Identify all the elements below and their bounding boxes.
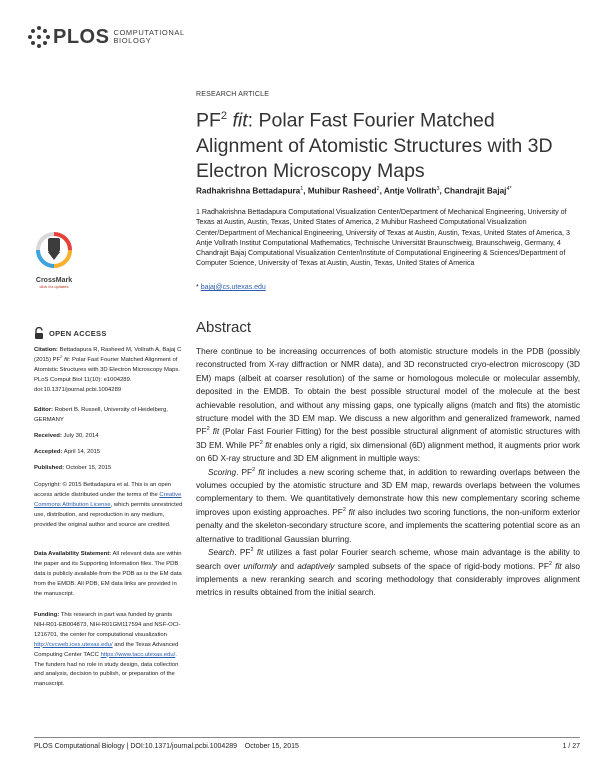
article-type: RESEARCH ARTICLE: [196, 91, 270, 98]
fit-italic: fit: [256, 547, 264, 558]
abstract-text: also includes two scoring functions, the non-uniform exterior penalty and the skeleton-secondary structure score, and implements the scattering potential score as an alternative to traditional Gaussian blurring.: [196, 506, 581, 544]
data-availability-label: Data Availability Statement:: [34, 551, 112, 557]
plos-logo-icon: [28, 26, 50, 48]
author-name[interactable]: Antje Vollrath: [383, 186, 437, 196]
logo-sub-line-2: BIOLOGY: [113, 36, 152, 45]
corresponding-email: [196, 284, 266, 291]
cc-license-link[interactable]: Creative Commons Attribution License: [34, 491, 182, 508]
abstract-text: and: [277, 560, 298, 571]
author-sup: 3: [436, 186, 440, 192]
email-marker: *: [196, 284, 199, 291]
sup-2: 2: [206, 426, 210, 433]
citation-fit: fit: [64, 356, 69, 363]
editor-label: Editor:: [34, 407, 53, 413]
affiliations: 1 Radhakrishna Bettadapura Computational Visualization Center/Department of Mechanical Engineering, University of Texas at Austin, Austin, Texas, United States of America, 2 Muhibur Rasheed Computational Visualization Center/Department of Mechanical Engineering, University of Texas at Austin, Austin, Texas, United States of America, 3 Antje Vollrath Institut Computational Mathematics, Technische Universität Braunschweig, Braunschweig, Germany, 4 Chandrajit Bajaj Computational Visualization Center/Institute of Computational Engineering & Sciences/Department of Computer Science, University of Texas at Austin, Austin, Texas, United States of America: [196, 208, 570, 268]
page-number: 1 / 27: [562, 743, 580, 750]
abstract-text: There continue to be increasing occurrences of both atomistic structure models in the PDB (possibly reconstructed from X-ray diffraction or NMR data), and 3D reconstructed cryo-electron microscopy (3D EM) maps (albeit at coarser resolution) of the same or homologous molecule or molecular assembly, deposited in the EMDB. To obtain the best possible structural model of the molecule at the best achievable resolution, and without any missing gaps, one typically aligns (match and fits) the atomistic structure model with the 3D EM map. We discuss a new algorithm and generalized framework, named PF: [196, 346, 580, 437]
sup-2: 2: [342, 507, 346, 514]
fit-italic: fit: [348, 506, 355, 517]
abstract-heading: Abstract: [196, 319, 252, 336]
open-access-label: OPEN ACCESS: [49, 328, 107, 338]
funding-block: [34, 611, 184, 690]
search-lead: Search: [208, 547, 235, 558]
copyright-text: Copyright: © 2015 Bettadapura et al. This is an open access article distributed under the terms of the: [34, 482, 172, 498]
abstract-text: enables only a rigid, six dimensional (6D) alignment method, it augments prior work on 6D X-ray structure and 3D EM alignment in multiple ways:: [196, 439, 580, 464]
funding-text-3: . The funders had no role in study design, data collection and analysis, decision to publish, or preparation of the manuscript.: [34, 651, 179, 688]
crossmark-badge[interactable]: [32, 230, 76, 289]
logo-sub-line-1: COMPUTATIONAL: [113, 28, 185, 37]
funding-label: Funding:: [34, 612, 60, 618]
abstract-text: also implements a new reranking search and scoring methodology that considerably improves alignment metrics in results obtained from the initial search.: [196, 560, 580, 598]
footer-divider: [34, 737, 580, 738]
citation-text: Bettadapura R, Rasheed M, Vollrath A, Bajaj C (2015) PF: [34, 347, 182, 363]
citation-text-rest: : Polar Fast Fourier Matched Alignment of Atomistic Structures with 3D Electron Microscopy Maps. PLoS Comput Biol 11(10): e1004289. doi:10.1371/journal.pcbi.1004289: [34, 356, 181, 393]
abstract-text: . PF: [236, 466, 253, 477]
sup-2: 2: [250, 547, 254, 554]
abstract-text: utilizes a fast polar Fourier search scheme, whose main advantage is the ability to search over: [196, 547, 580, 571]
author-name[interactable]: Muhibur Rasheed: [307, 186, 377, 196]
footer-citation: PLOS Computational Biology | DOI:10.1371/journal.pcbi.1004289 October 15, 2015: [34, 743, 299, 750]
fit-italic: fit: [265, 439, 272, 450]
article-title: [196, 104, 576, 184]
fit-italic: fit: [212, 426, 220, 437]
title-pf: PF: [196, 109, 221, 132]
data-availability-block: [34, 550, 184, 600]
abstract-text: (Polar Fast Fourier Fitting) for the best possible structural alignment of atomistic structures with 3D EM. While PF: [196, 426, 580, 450]
fit-italic: fit: [555, 560, 562, 571]
title-rest: : Polar Fast Fourier Matched Alignment of Atomistic Structures with 3D Electron Microscopy Maps: [196, 109, 553, 182]
abstract-paragraph: [196, 345, 580, 466]
published-value: October 15, 2015: [65, 465, 112, 471]
received-label: Received:: [34, 433, 62, 439]
funding-text-2: and the Texas Advanced Computing Center TACC: [34, 641, 179, 658]
accepted-label: Accepted:: [34, 449, 63, 455]
citation-sup: 2: [60, 353, 63, 359]
author-list: Radhakrishna Bettadapura$^1$, Muhibur Rasheed$^2$, Antje Vollrath$^3$, Chandrajit Bajaj$^{4*}$: [196, 186, 512, 196]
adaptively-italic: adaptively: [297, 560, 335, 571]
title-fit: fit: [232, 109, 248, 132]
sup-2: 2: [252, 466, 256, 473]
plos-logo[interactable]: [28, 24, 185, 50]
sup-2: 2: [259, 440, 263, 447]
sup-2: 2: [548, 560, 552, 567]
author-name[interactable]: Chandrajit Bajaj: [444, 186, 507, 196]
logo-text: PLOS: [53, 25, 110, 48]
abstract-text: . PF: [234, 547, 251, 558]
crossmark-icon: [34, 230, 74, 274]
editor-value: Robert B. Russell, University of Heidelberg, GERMANY: [34, 407, 168, 423]
accepted-block: [34, 448, 184, 458]
abstract-text: sampled subsets of the space of rigid-body motions. PF: [334, 560, 549, 571]
citation-block: [34, 346, 184, 396]
uniformly-italic: uniformly: [243, 560, 278, 571]
data-availability-value: All relevant data are within the paper and its Supporting Information files. The PDB data is publicly available from the PDB as is the EM data from the EMDB. All PDB, EM data links are provided in the manuscript.: [34, 551, 182, 597]
abstract-text: includes a new scoring scheme that, in addition to rewarding overlaps between the volumes occupied by the atomistic structure and 3D EM map, rewards overlaps between the volumes complementary to them. We quantitatively demonstrate how this new complementary scoring scheme improves upon existing approaches. PF: [196, 466, 580, 517]
author-sup: 1: [300, 186, 304, 192]
fit-italic: fit: [258, 466, 265, 477]
scoring-lead: Scoring: [208, 466, 237, 477]
email-link[interactable]: bajaj@cs.utexas.edu: [200, 284, 266, 291]
copyright-block: [34, 481, 184, 531]
crossmark-sub: click for updates: [39, 284, 69, 289]
logo-subtitle: [113, 29, 184, 45]
abstract-body: [196, 345, 580, 600]
accepted-value: April 14, 2015: [63, 449, 101, 455]
author-sup: 2: [376, 186, 380, 192]
published-label: Published:: [34, 465, 65, 471]
received-value: July 30, 2014: [63, 433, 99, 439]
crossmark-label: CrossMark: [35, 277, 73, 284]
title-sup: 2: [220, 110, 228, 122]
received-block: [34, 432, 184, 442]
abstract-paragraph: [196, 546, 580, 600]
funding-text: This research in part was funded by grants NIH-R01-EB004873, NIH-R01GM117594 and NSF-OCI-1216701, the center for computational visualization: [34, 612, 181, 638]
published-block: [34, 464, 184, 474]
open-access-badge: [34, 327, 107, 339]
copyright-text-rest: , which permits unrestricted use, distribution, and reproduction in any medium, provided the original author and source are credited.: [34, 501, 183, 528]
tacc-link[interactable]: https://www.tacc.utexas.edu/: [100, 651, 176, 658]
author-sup: 4*: [506, 186, 512, 192]
cvc-link[interactable]: http://cvcweb.ices.utexas.edu/: [34, 641, 113, 648]
author-name[interactable]: Radhakrishna Bettadapura: [196, 186, 301, 196]
editor-block: [34, 406, 184, 426]
open-lock-icon: [34, 327, 44, 339]
abstract-paragraph: [196, 466, 580, 546]
citation-label: Citation:: [34, 347, 58, 353]
